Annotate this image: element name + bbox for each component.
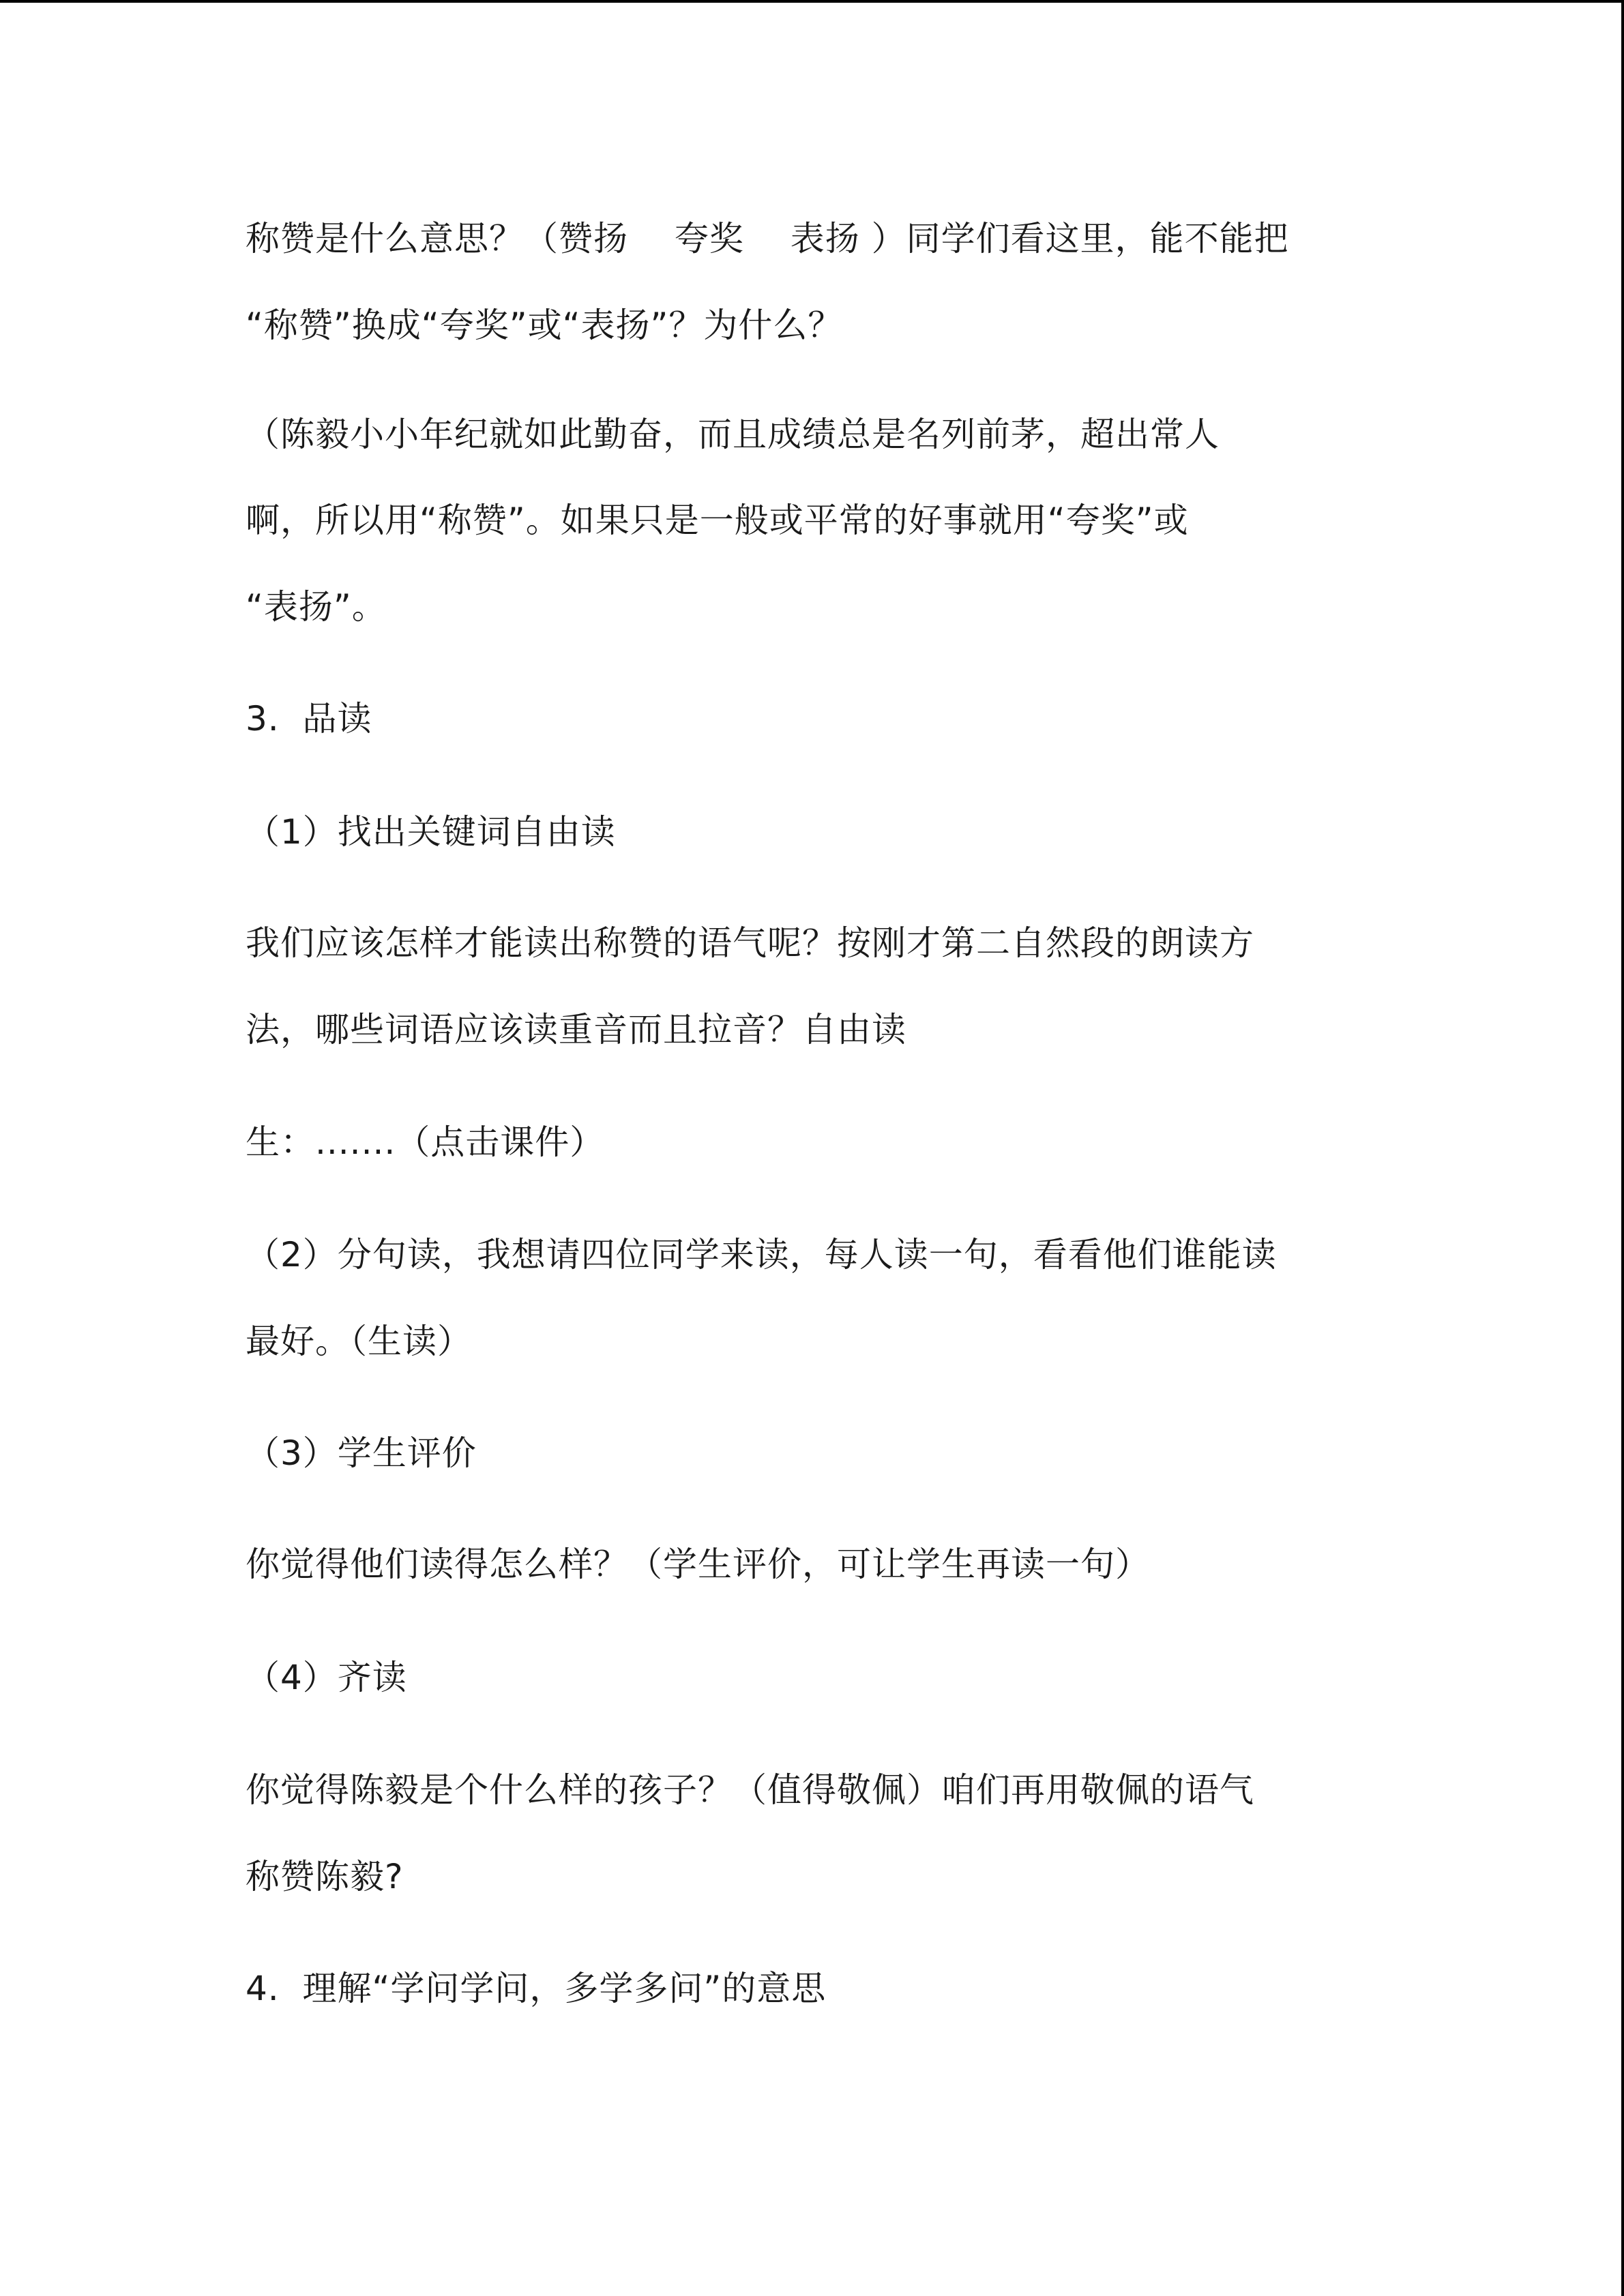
page-border-right bbox=[1621, 0, 1624, 2296]
text-line: 法，哪些词语应该读重音而且拉音？自由读 bbox=[246, 1010, 906, 1049]
page-border-top bbox=[0, 0, 1624, 3]
text-line: （3）学生评价 bbox=[246, 1433, 477, 1473]
text-line: （1）找出关键词自由读 bbox=[246, 812, 616, 852]
text-line: 称赞是什么意思？（赞扬 夸奖 表扬 ）同学们看这里，能不能把 bbox=[246, 219, 1289, 258]
text-line: “称赞”换成“夸奖”或“表扬”？为什么？ bbox=[246, 305, 843, 345]
text-line: （陈毅小小年纪就如此勤奋，而且成绩总是名列前茅，超出常人 bbox=[246, 415, 1220, 454]
section-heading: 4. 理解“学问学问，多学多问”的意思 bbox=[246, 1969, 827, 2008]
text-line: 我们应该怎样才能读出称赞的语气呢？按刚才第二自然段的朗读方 bbox=[246, 923, 1254, 963]
text-line: 你觉得陈毅是个什么样的孩子？（值得敬佩）咱们再用敬佩的语气 bbox=[246, 1770, 1254, 1810]
text-line: （2）分句读，我想请四位同学来读，每人读一句，看看他们谁能读 bbox=[246, 1235, 1277, 1274]
text-line: 最好。（生读） bbox=[246, 1322, 472, 1361]
text-line: 称赞陈毅? bbox=[246, 1857, 404, 1896]
text-line: 生：.......（点击课件） bbox=[246, 1122, 605, 1162]
section-heading: 3. 品读 bbox=[246, 699, 372, 739]
text-line: 啊，所以用“称赞”。如果只是一般或平常的好事就用“夸奖”或 bbox=[246, 501, 1189, 540]
text-line: “表扬”。 bbox=[246, 587, 387, 627]
text-line: （4）齐读 bbox=[246, 1658, 407, 1697]
text-line: 你觉得他们读得怎么样？（学生评价，可让学生再读一句） bbox=[246, 1545, 1150, 1584]
